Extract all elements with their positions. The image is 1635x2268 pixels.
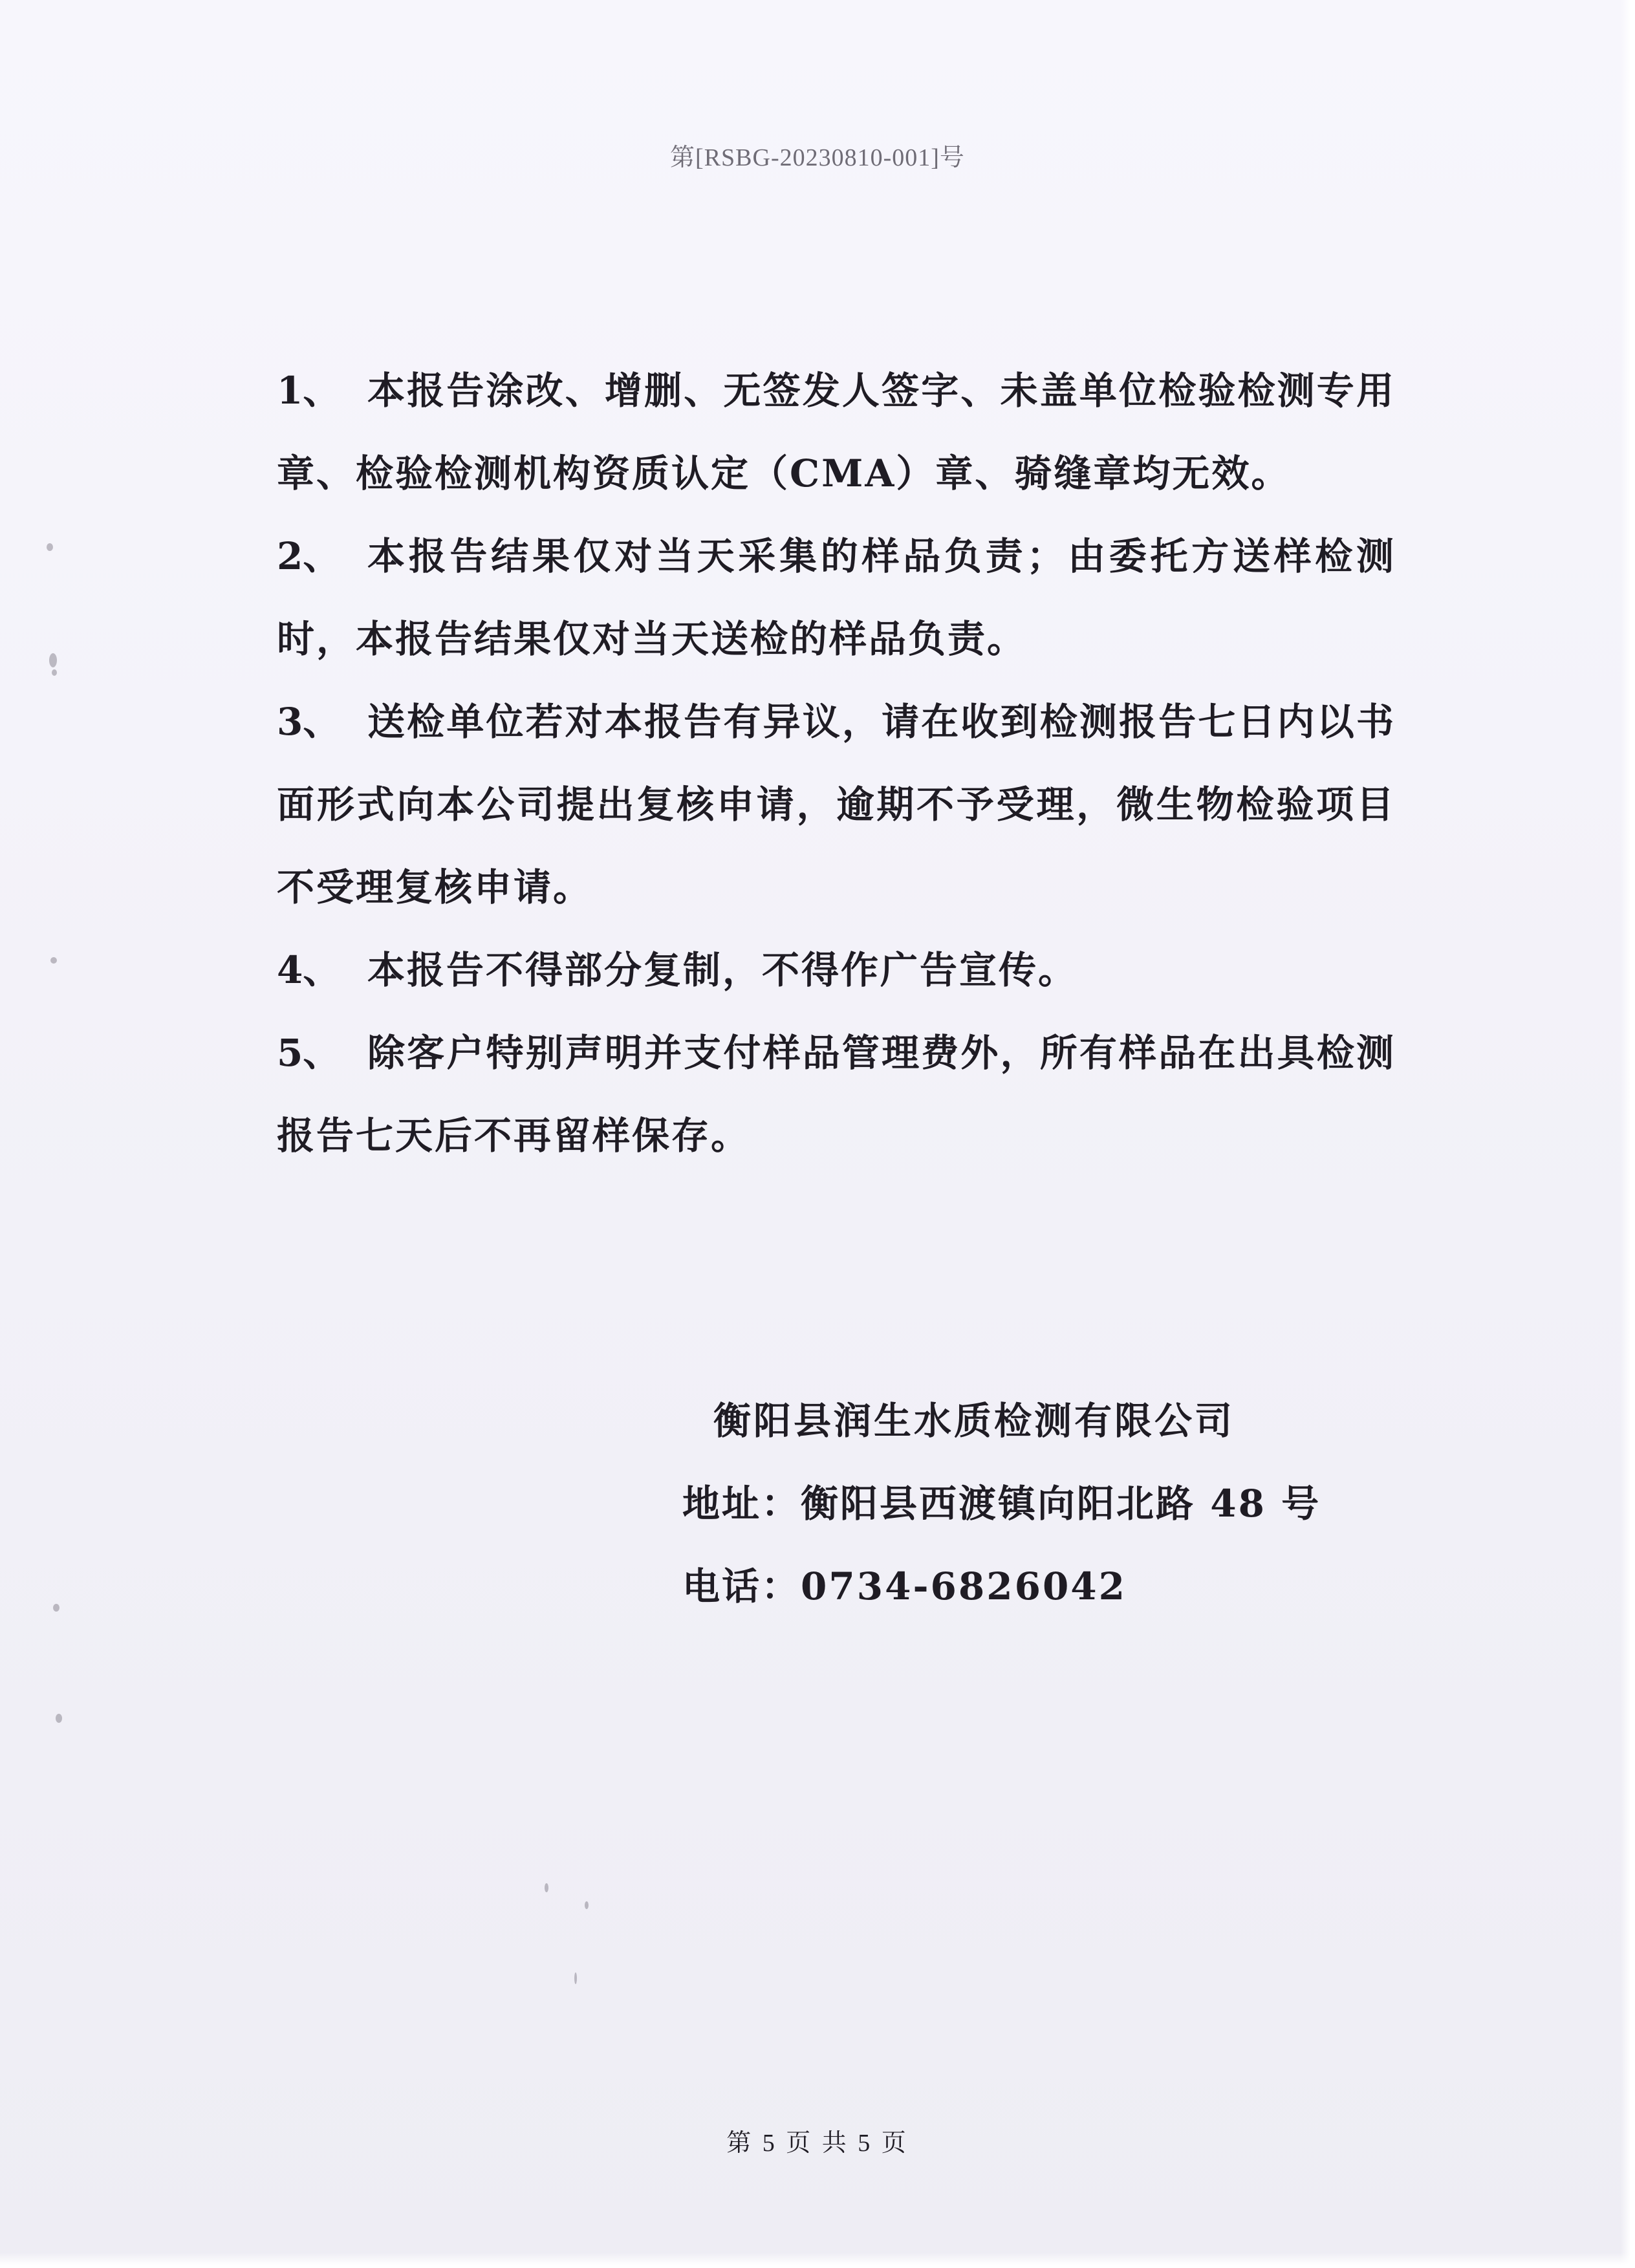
report-number: 第[RSBG-20230810-001]号 (670, 144, 965, 171)
page-edge-bottom (0, 2252, 1635, 2268)
notice-text: 本报告涂改、增删、无签发人签字、未盖单位检验检测专用章、检验检测机构资质认定（CMA）章、骑缝章均无效。 (277, 369, 1396, 495)
notice-list (277, 349, 1396, 1177)
company-address (682, 1473, 1321, 1528)
company-phone (682, 1556, 1127, 1610)
company-name: 衡阳县润生水质检测有限公司 (713, 1399, 1235, 1443)
address-label: 地址： (682, 1482, 801, 1526)
notice-text: 送检单位若对本报告有异议，请在收到检测报告七日内以书面形式向本公司提出复核申请，逾期不予受理，微生物检验项目不受理复核申请。 (277, 700, 1396, 909)
notice-number: 5、 (277, 1031, 341, 1075)
notice-text: 除客户特别声明并支付样品管理费外，所有样品在出具检测报告七天后不再留样保存。 (277, 1031, 1396, 1158)
notice-item (277, 515, 1396, 680)
scan-speck (49, 653, 57, 667)
scan-speck (53, 1604, 60, 1612)
page-indicator: 第 5 页 共 5 页 (726, 2130, 909, 2157)
scan-speck (50, 957, 57, 964)
notice-item (277, 1011, 1396, 1177)
phone-label: 电话： (682, 1564, 801, 1608)
scan-speck (574, 1972, 577, 1984)
scan-speck (545, 1883, 548, 1892)
notice-text: 本报告不得部分复制，不得作广告宣传。 (367, 948, 1078, 992)
notice-number: 1、 (277, 369, 341, 413)
notice-number: 4、 (277, 948, 341, 992)
notice-item (277, 680, 1396, 929)
notice-item (277, 349, 1396, 515)
notice-text: 本报告结果仅对当天采集的样品负责；由委托方送样检测时，本报告结果仅对当天送检的样品负责。 (277, 534, 1396, 661)
phone-value: 0734-6826042 (801, 1564, 1127, 1608)
scan-speck (56, 1714, 62, 1723)
scan-speck (52, 669, 57, 676)
page-edge-right (1621, 0, 1635, 2268)
scan-speck (47, 543, 53, 551)
scan-speck (585, 1901, 589, 1909)
address-value: 衡阳县西渡镇向阳北路 48 号 (801, 1482, 1321, 1526)
notice-number: 2、 (277, 534, 341, 578)
notice-number: 3、 (277, 700, 341, 744)
notice-item (277, 929, 1396, 1011)
